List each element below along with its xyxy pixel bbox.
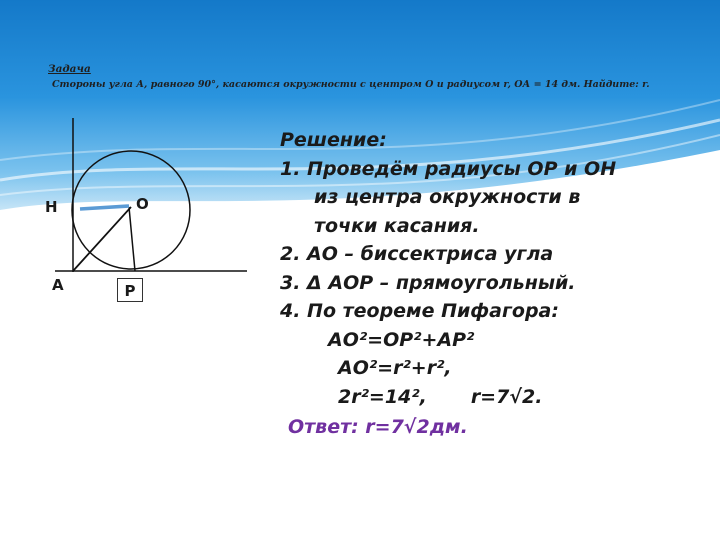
task-label: Задача	[48, 63, 91, 75]
solution-block	[280, 126, 710, 442]
equation-3-right: r=7√2.	[470, 385, 543, 408]
equation-3-left: 2r²=14²,	[338, 385, 427, 408]
label-o: O	[136, 195, 149, 213]
equation-3	[280, 383, 710, 412]
equation-2: АО²=r²+r²,	[338, 357, 452, 379]
equation-1: АО²=ОР²+АР²	[328, 328, 475, 351]
solution-step-2: 2. АО – биссектриса угла	[280, 243, 554, 265]
solution-step-1: 1. Проведём радиусы ОР и ОН	[280, 157, 617, 180]
radius-oh	[80, 206, 129, 209]
label-h: H	[45, 198, 58, 216]
label-p: P	[117, 278, 143, 302]
solution-step-4: 4. По теореме Пифагора:	[280, 300, 559, 322]
solution-step-3: 3. Δ АОР – прямоугольный.	[280, 271, 576, 294]
segment-op	[129, 207, 135, 271]
answer: Ответ: r=7√2дм.	[288, 416, 468, 438]
solution-step-1-cont-2: точки касания.	[314, 214, 480, 237]
solution-step-1-cont: из центра окружности в	[314, 186, 581, 208]
label-a: A	[52, 276, 64, 294]
task-text: Стороны угла А, равного 90°, касаются окружности с центром О и радиусом r, ОА = 14 дм. Найдите: r.	[52, 79, 650, 90]
solution-title: Решение:	[280, 129, 387, 151]
